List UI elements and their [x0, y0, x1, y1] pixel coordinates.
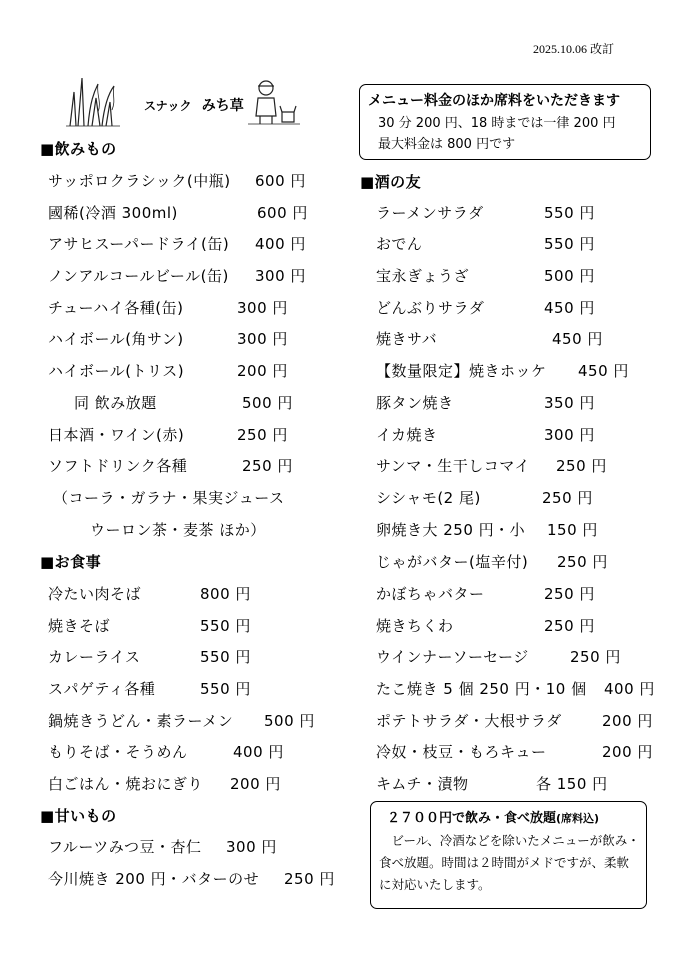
menu-item: フルーツみつ豆・杏仁 300 円 — [48, 838, 277, 856]
notice-line-1: 30 分 200 円、18 時までは一律 200 円 — [378, 116, 616, 131]
menu-item: アサヒスーパードライ(缶) 400 円 — [48, 235, 306, 253]
notice-title: メニュー料金のほか席料をいただきます — [368, 93, 620, 109]
all-you-can-eat-plan — [370, 801, 647, 909]
menu-item: カレーライス 550 円 — [48, 648, 251, 666]
store-type-label: スナック — [144, 99, 192, 113]
menu-item: 焼きちくわ 250 円 — [376, 617, 595, 635]
menu-item: ラーメンサラダ 550 円 — [376, 204, 595, 222]
menu-item: じゃがバター(塩辛付) 250 円 — [376, 553, 608, 571]
menu-item: ソフトドリンク各種 250 円 — [48, 457, 293, 475]
menu-item: イカ焼き 300 円 — [376, 426, 595, 444]
menu-item: かぼちゃバター 250 円 — [376, 585, 595, 603]
menu-item: キムチ・漬物 各 150 円 — [376, 775, 608, 793]
menu-item: ウインナーソーセージ 250 円 — [376, 648, 621, 666]
menu-item: サンマ・生干しコマイ 250 円 — [376, 457, 607, 475]
snacks-heading: ■酒の友 — [360, 173, 422, 191]
drinks-heading: ■飲みもの — [40, 140, 117, 158]
menu-item: シシャモ(2 尾) 250 円 — [376, 489, 593, 507]
menu-item: ハイボール(トリス) 200 円 — [48, 362, 288, 380]
plan-title: ２７００円で飲み・食べ放題(席料込) — [387, 811, 600, 826]
menu-item: 【数量限定】焼きホッケ 450 円 — [376, 362, 629, 380]
menu-item: 鍋焼きうどん・素ラーメン 500 円 — [48, 712, 315, 730]
menu-item: 白ごはん・焼おにぎり 200 円 — [48, 775, 281, 793]
menu-item: おでん 550 円 — [376, 235, 595, 253]
menu-item: 卵焼き大 250 円・小 150 円 — [376, 521, 598, 539]
menu-item: サッポロクラシック(中瓶) 600 円 — [48, 172, 306, 190]
store-logo-text — [144, 95, 244, 115]
store-name: みち草 — [201, 98, 244, 114]
menu-item: 國稀(冷酒 300ml) 600 円 — [48, 204, 308, 222]
menu-item: チューハイ各種(缶) 300 円 — [48, 299, 288, 317]
menu-item: 同 飲み放題 500 円 — [74, 394, 293, 412]
grass-sketch-icon — [62, 72, 124, 128]
menu-item: 今川焼き 200 円・バターのせ 250 円 — [48, 870, 335, 888]
menu-item: 冷たい肉そば 800 円 — [48, 585, 251, 603]
person-dog-sketch-icon — [246, 76, 302, 128]
menu-item: 宝永ぎょうざ 500 円 — [376, 267, 595, 285]
menu-item: ノンアルコールビール(缶) 300 円 — [48, 267, 306, 285]
menu-item: 豚タン焼き 350 円 — [376, 394, 595, 412]
plan-description: ビール、冷酒などを除いたメニューが飲み・食べ放題。時間は２時間がメドですが、柔軟に対応いたします。 — [379, 833, 640, 892]
food-heading: ■お食事 — [40, 553, 102, 571]
soft-drink-note-1: （コーラ・ガラナ・果実ジュース — [53, 489, 285, 507]
menu-item: 冷奴・枝豆・もろキュー 200 円 — [376, 743, 653, 761]
menu-item: ポテトサラダ・大根サラダ 200 円 — [376, 712, 653, 730]
sweets-heading: ■甘いもの — [40, 807, 117, 825]
menu-item: たこ焼き 5 個 250 円・10 個 400 円 — [376, 680, 655, 698]
seat-charge-notice — [359, 84, 651, 160]
menu-item: スパゲティ各種 550 円 — [48, 680, 251, 698]
menu-item: もりそば・そうめん 400 円 — [48, 743, 284, 761]
notice-line-2: 最大料金は 800 円です — [378, 137, 516, 152]
menu-item: どんぶりサラダ 450 円 — [376, 299, 595, 317]
menu-item: 焼きサバ 450 円 — [376, 330, 603, 348]
menu-item: 日本酒・ワイン(赤) 250 円 — [48, 426, 288, 444]
menu-item: 焼きそば 550 円 — [48, 617, 251, 635]
revision-date: 2025.10.06 改訂 — [533, 42, 615, 56]
menu-item: ハイボール(角サン) 300 円 — [48, 330, 288, 348]
soft-drink-note-2: ウーロン茶・麦茶 ほか） — [90, 521, 266, 539]
